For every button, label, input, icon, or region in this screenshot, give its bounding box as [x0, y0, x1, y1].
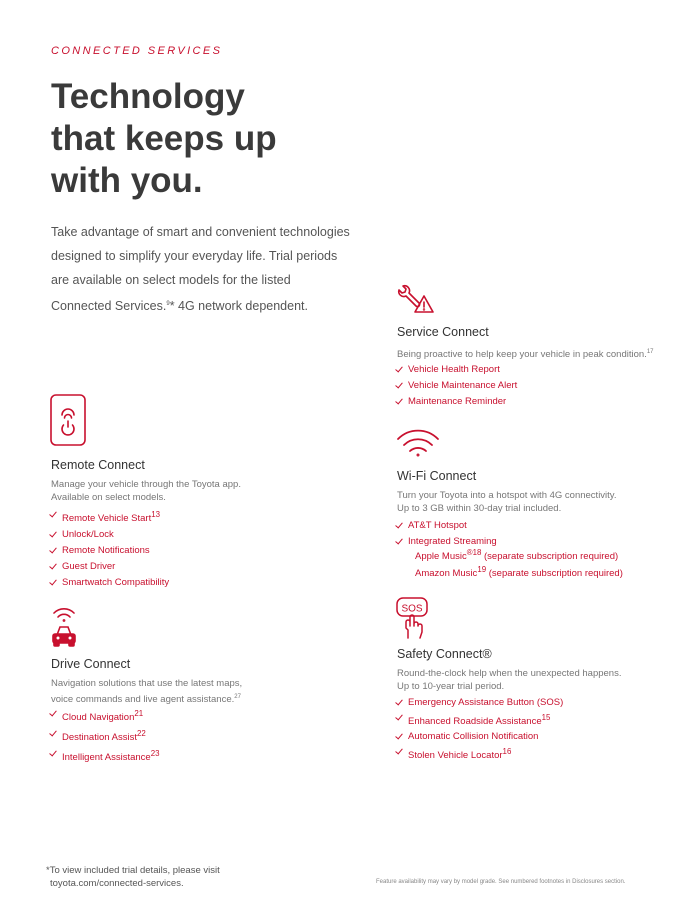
wifi-connect-title: Wi-Fi Connect [397, 469, 477, 483]
list-item: Remote Notifications [51, 543, 169, 559]
footnote-link[interactable]: toyota.com/connected-services. [50, 878, 184, 889]
list-item: Emergency Assistance Button (SOS) [397, 695, 563, 710]
item-label: Amazon Music [415, 567, 478, 579]
list-item [397, 710, 563, 729]
desc-text: Round-the-clock help when the unexpected happens. [397, 668, 622, 679]
desc-text: Manage your vehicle through the Toyota app. [51, 479, 241, 490]
desc-text: Up to 10-year trial period. [397, 680, 505, 692]
list-item [397, 744, 563, 763]
list-item [51, 746, 160, 766]
sos-button-icon [396, 596, 428, 640]
remote-connect-title: Remote Connect [51, 458, 145, 472]
drive-connect-title: Drive Connect [51, 657, 131, 671]
safety-connect-desc [397, 668, 677, 693]
footnote-ref: 19 [477, 564, 487, 574]
footnote-ref: 27 [234, 693, 241, 700]
list-item: Vehicle Health Report [397, 362, 517, 378]
eyebrow-label: CONNECTED SERVICES [51, 45, 223, 57]
sos-label: SOS [401, 603, 423, 615]
item-label: Destination Assist [62, 732, 137, 744]
footnote-ref: 22 [136, 729, 146, 739]
disclaimer: Feature availability may vary by model grade. See numbered footnotes in Disclosures section. [376, 879, 626, 885]
drive-connect-desc [51, 678, 311, 706]
item-note: (separate subscription required) [486, 567, 623, 579]
footnote-ref: 16 [502, 747, 512, 757]
list-item: AT&T Hotspot [397, 518, 497, 534]
list-item [397, 547, 623, 564]
footnote [46, 864, 220, 890]
service-connect-title: Service Connect [397, 325, 489, 339]
list-item [51, 507, 169, 527]
wifi-connect-list [397, 518, 497, 550]
footnote-ref: 17 [646, 349, 654, 355]
item-label: Intelligent Assistance [62, 752, 151, 764]
headline-line: with you. [51, 161, 203, 200]
headline-line: Technology [51, 77, 245, 116]
safety-connect-title: Safety Connect® [397, 647, 492, 661]
desc-text: Available on select models. [51, 491, 166, 503]
remote-connect-desc [51, 479, 311, 504]
wrench-warning-icon [396, 284, 436, 314]
intro-paragraph [51, 220, 361, 318]
list-item: Smartwatch Compatibility [51, 575, 169, 591]
phone-power-icon [50, 394, 86, 446]
desc-text: Turn your Toyota into a hotspot with 4G connectivity. [397, 490, 617, 501]
desc-text: Up to 3 GB within 30-day trial included. [397, 502, 562, 514]
list-item: Integrated Streaming [397, 534, 497, 550]
wifi-connect-desc [397, 490, 677, 515]
desc-text: Navigation solutions that use the latest maps, [51, 678, 243, 689]
safety-connect-list [397, 695, 563, 763]
remote-connect-list [51, 507, 169, 591]
drive-connect-list [51, 706, 160, 766]
page-headline [51, 76, 371, 202]
wifi-icon [396, 429, 440, 457]
list-item [51, 726, 160, 746]
item-label: Stolen Vehicle Locator [408, 750, 503, 762]
list-item: Vehicle Maintenance Alert [397, 378, 517, 394]
headline-line: that keeps up [51, 119, 277, 158]
footnote-ref: 23 [150, 749, 160, 759]
footnote-ref: 13 [151, 510, 161, 519]
footnote-ref: 21 [134, 709, 144, 718]
item-label: Apple Music [415, 551, 467, 563]
list-item: Maintenance Reminder [397, 394, 517, 410]
intro-line: Take advantage of smart and convenient technologies [51, 225, 350, 239]
item-label: Enhanced Roadside Assistance [408, 716, 542, 728]
intro-line: designed to simplify your everyday life. Trial periods [51, 249, 338, 263]
desc-text: voice commands and live agent assistance. [51, 693, 235, 705]
item-label: Remote Vehicle Start [62, 513, 152, 525]
footnote-ref: 15 [541, 713, 551, 722]
list-item: Unlock/Lock [51, 527, 169, 543]
item-note: (separate subscription required) [481, 551, 619, 563]
intro-line: Connected Services. [51, 299, 167, 314]
intro-line: are available on select models for the listed [51, 273, 291, 287]
item-label: Cloud Navigation [62, 712, 135, 724]
list-item: Automatic Collision Notification [397, 729, 563, 744]
service-connect-desc [397, 346, 677, 362]
car-signal-icon [50, 605, 78, 647]
intro-line: * 4G network dependent. [169, 299, 308, 314]
list-item: Guest Driver [51, 559, 169, 575]
wifi-streaming-sublist [397, 547, 623, 580]
footnote-ref: 9 [166, 301, 170, 307]
service-connect-list [397, 362, 517, 410]
desc-text: Being proactive to help keep your vehicle in peak condition. [397, 349, 647, 361]
list-item [397, 564, 623, 581]
footnote-line: *To view included trial details, please visit [46, 865, 220, 876]
list-item [51, 706, 160, 726]
footnote-ref: ®18 [466, 548, 482, 557]
